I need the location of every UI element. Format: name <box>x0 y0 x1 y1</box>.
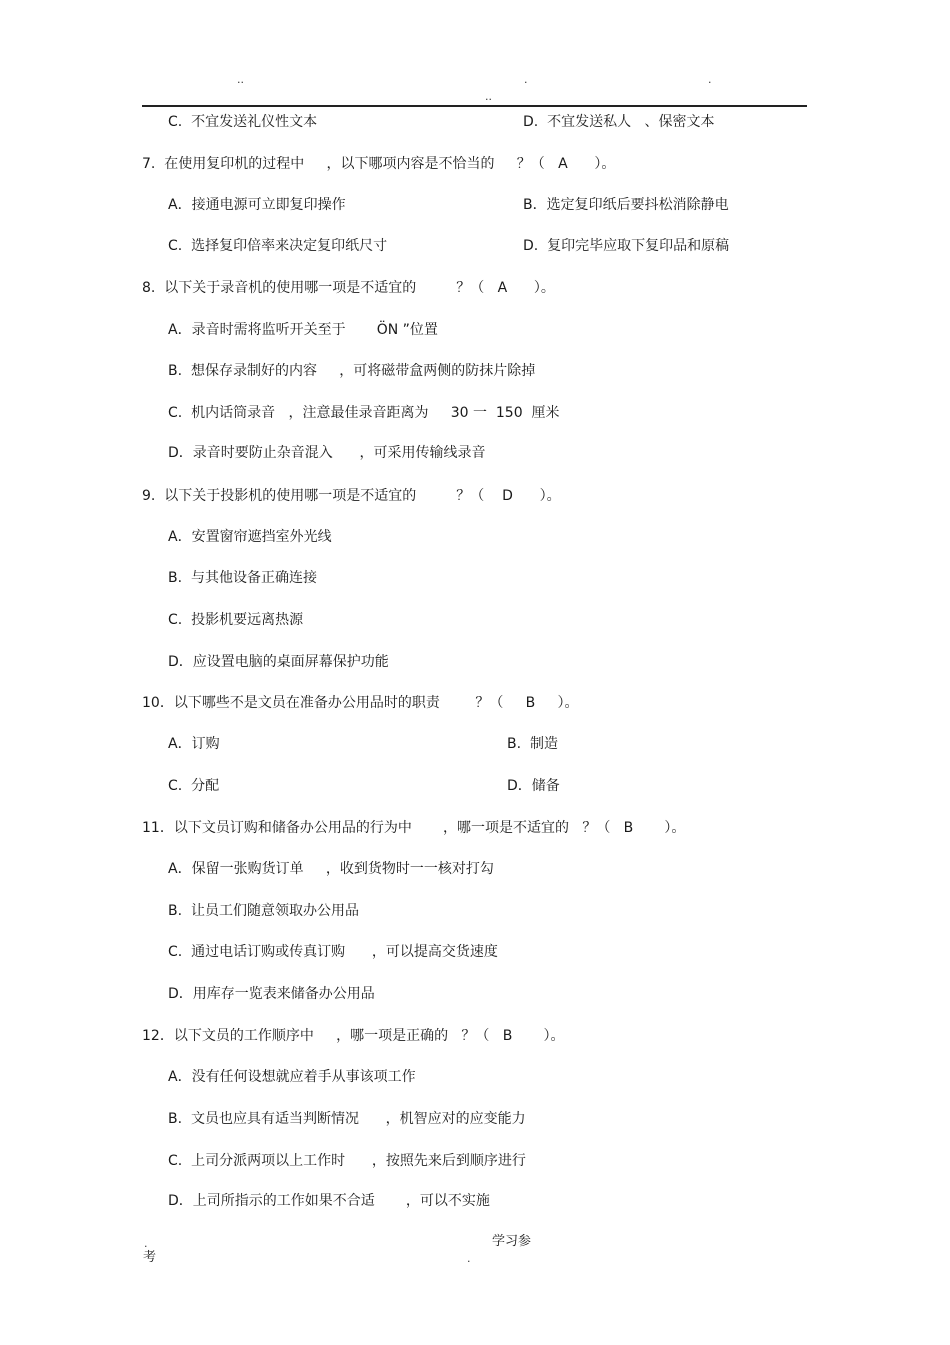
question-11: 11．以下文员订购和储备办公用品的行为中 ，哪一项是不适宜的 ？（ B ）。 <box>142 820 686 836</box>
option-c: C. 选择复印倍率来决定复印纸尺寸 <box>168 238 388 254</box>
footer-dot: . <box>144 1237 148 1250</box>
option-c: C. 投影机要远离热源 <box>168 612 304 628</box>
option-b: B. 想保存录制好的内容 ，可将磁带盒两侧的防抹片除掉 <box>168 363 536 379</box>
question-12: 12．以下文员的工作顺序中 ，哪一项是正确的 ？（ B ）。 <box>142 1028 565 1044</box>
option-b: B. 制造 <box>507 736 558 752</box>
option-d: D．上司所指示的工作如果不合适 ，可以不实施 <box>168 1193 490 1209</box>
header-dot: .. <box>485 90 492 103</box>
header-dot: .. <box>237 73 244 86</box>
option-c: C. 上司分派两项以上工作时 ，按照先来后到顺序进行 <box>168 1153 526 1169</box>
question-10: 10．以下哪些不是文员在准备办公用品时的职责 ？（ B ）。 <box>142 695 579 711</box>
option-d: D．录音时要防止杂音混入 ，可采用传输线录音 <box>168 445 486 461</box>
option-b: B. 让员工们随意领取办公用品 <box>168 903 359 919</box>
option-a: A．没有任何设想就应着手从事该项工作 <box>168 1069 416 1085</box>
option-d: D．应设置电脑的桌面屏幕保护功能 <box>168 654 389 670</box>
option-c: C. 不宜发送礼仪性文本 <box>168 114 318 130</box>
option-a: A．安置窗帘遮挡室外光线 <box>168 529 332 545</box>
question-7: 7. 在使用复印机的过程中 ，以下哪项内容是不恰当的 ？（ A ）。 <box>142 156 616 172</box>
option-c: C. 分配 <box>168 778 220 794</box>
option-a: A．订购 <box>168 736 220 752</box>
option-a: A．录音时需将监听开关至于 ÖN ”位置 <box>168 322 438 338</box>
option-c: C. 通过电话订购或传真订购 ，可以提高交货速度 <box>168 944 498 960</box>
header-dot: . <box>524 73 528 86</box>
header-dot: . <box>708 73 712 86</box>
question-9: 9. 以下关于投影机的使用哪一项是不适宜的 ？（ D ）。 <box>142 488 561 504</box>
option-d: D. 复印完毕应取下复印品和原稿 <box>523 238 730 254</box>
option-a: A．接通电源可立即复印操作 <box>168 197 346 213</box>
footer-center-text: 学习参 <box>492 1234 532 1249</box>
option-b: B．选定复印纸后要抖松消除静电 <box>523 197 729 213</box>
option-d: D．用库存一览表来储备办公用品 <box>168 986 375 1002</box>
footer-left-text: 考 <box>143 1250 157 1265</box>
option-c: C. 机内话筒录音 ，注意最佳录音距离为 30 一 150 厘米 <box>168 405 560 421</box>
header-rule <box>142 105 807 107</box>
option-d: D．储备 <box>507 778 560 794</box>
option-a: A．保留一张购货订单 ，收到货物时一一核对打勾 <box>168 861 494 877</box>
option-d: D. 不宜发送私人 、保密文本 <box>523 114 715 130</box>
footer-dot: . <box>467 1252 471 1265</box>
option-b: B. 与其他设备正确连接 <box>168 570 317 586</box>
question-8: 8. 以下关于录音机的使用哪一项是不适宜的 ？（ A ）。 <box>142 280 555 296</box>
option-b: B. 文员也应具有适当判断情况 ，机智应对的应变能力 <box>168 1111 526 1127</box>
